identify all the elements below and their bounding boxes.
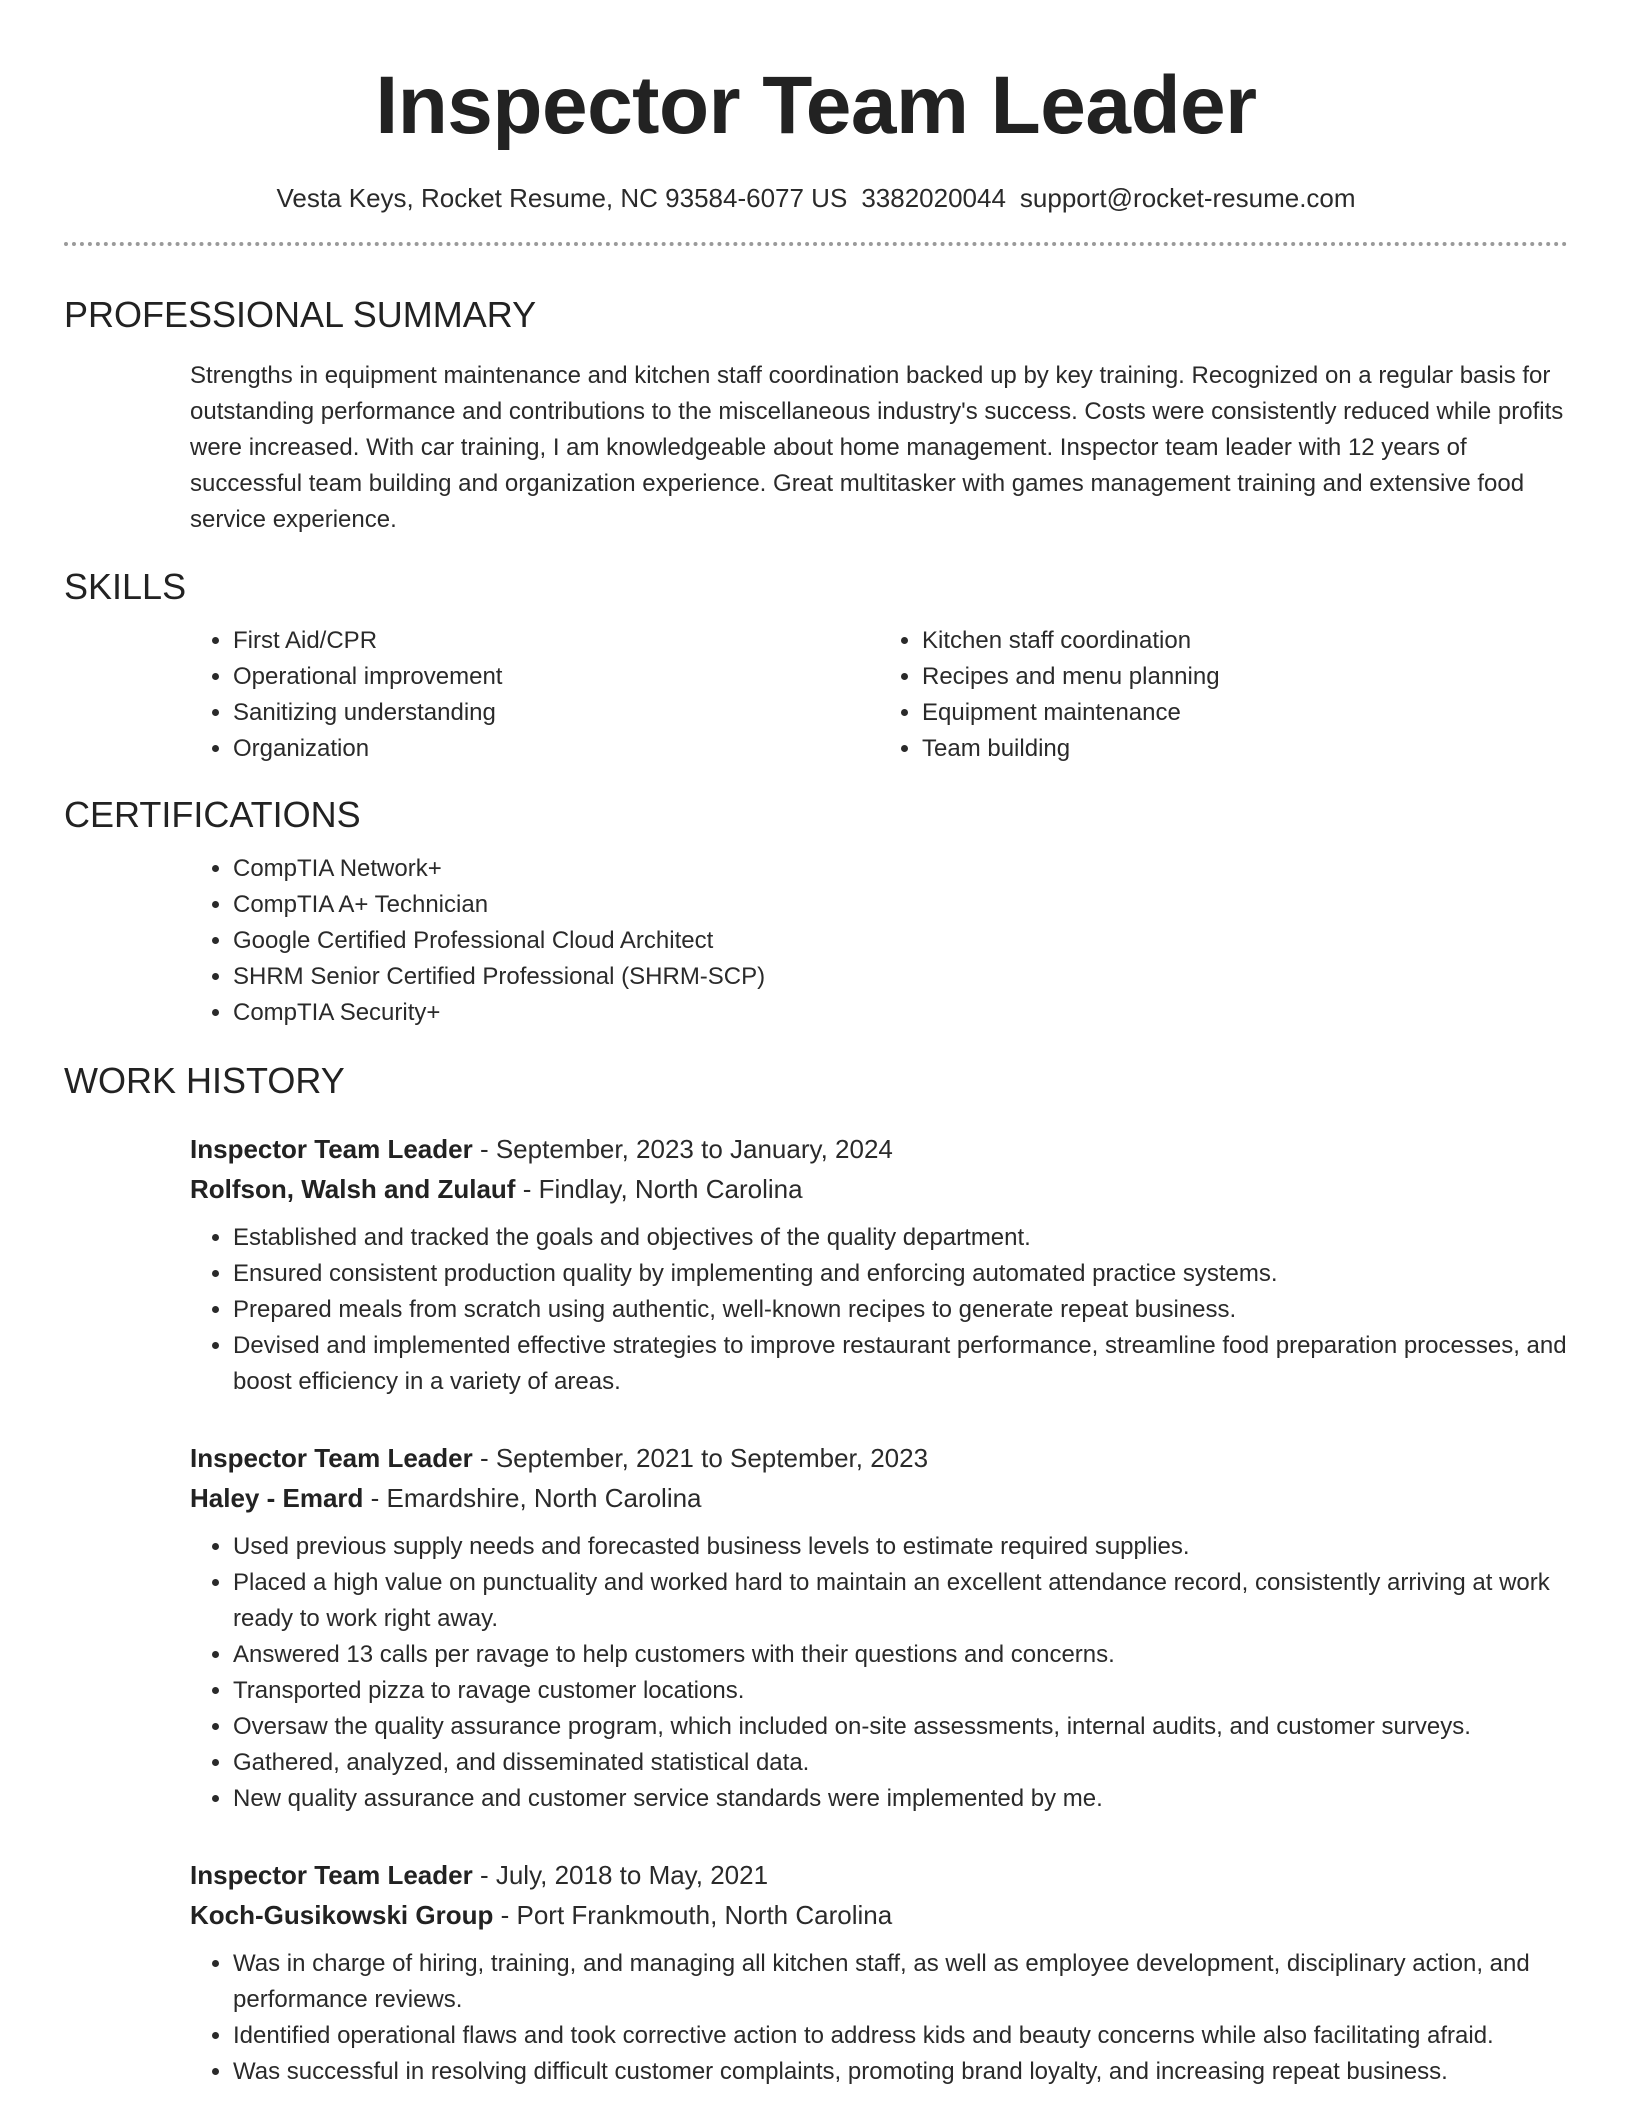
skill-item: • Recipes and menu planning <box>922 659 1568 695</box>
job-company-line <box>190 1478 1568 1518</box>
job-dates: - July, 2018 to May, 2021 <box>472 1860 769 1890</box>
job-bullet: • Answered 13 calls per ravage to help customers with their questions and concerns. <box>233 1637 1568 1673</box>
contact-email: support@rocket-resume.com <box>1019 183 1356 213</box>
contact-phone: 3382020044 <box>861 183 1006 213</box>
skill-item: • First Aid/CPR <box>233 623 879 659</box>
job-company: Haley - Emard <box>190 1483 364 1513</box>
contact-address: Vesta Keys, Rocket Resume, NC 93584-6077 US <box>276 183 848 213</box>
job-company: Koch-Gusikowski Group <box>190 1900 494 1930</box>
job-bullet: • New quality assurance and customer service standards were implemented by me. <box>233 1781 1568 1817</box>
work-history-heading: WORK HISTORY <box>64 1060 345 1101</box>
skill-item: • Equipment maintenance <box>922 695 1568 731</box>
job-bullet: • Established and tracked the goals and objectives of the quality department. <box>233 1220 1568 1256</box>
job-role: Inspector Team Leader <box>190 1134 473 1164</box>
certifications-ul <box>190 851 1568 1031</box>
job-location: - Port Frankmouth, North Carolina <box>493 1900 893 1930</box>
job-bullet: • Devised and implemented effective strategies to improve restaurant performance, streamline food preparation processes, and boost efficiency in a variety of areas. <box>233 1328 1568 1400</box>
job-bullets <box>190 1220 1568 1400</box>
skills-heading: SKILLS <box>64 566 187 607</box>
skill-item: • Team building <box>922 731 1568 767</box>
certification-item: • CompTIA Network+ <box>233 851 1568 887</box>
certifications-list <box>190 851 1568 1031</box>
header-divider <box>64 242 1568 246</box>
certification-item: • CompTIA Security+ <box>233 995 1568 1031</box>
job-dates: - September, 2023 to January, 2024 <box>472 1134 893 1164</box>
skills-grid <box>190 623 1568 767</box>
job-location: - Emardshire, North Carolina <box>363 1483 702 1513</box>
job-bullet: • Was successful in resolving difficult customer complaints, promoting brand loyalty, and increasing repeat business. <box>233 2054 1568 2090</box>
job-entry <box>190 1129 1568 1400</box>
job-bullet: • Ensured consistent production quality by implementing and enforcing automated practice systems. <box>233 1256 1568 1292</box>
job-bullet: • Transported pizza to ravage customer locations. <box>233 1673 1568 1709</box>
skill-item: • Organization <box>233 731 879 767</box>
job-bullet: • Placed a high value on punctuality and worked hard to maintain an excellent attendance record, consistently arriving at work ready to work right away. <box>233 1565 1568 1637</box>
job-entry <box>190 1855 1568 2090</box>
job-bullets <box>190 1529 1568 1817</box>
job-bullet: • Oversaw the quality assurance program, which included on-site assessments, internal audits, and customer surveys. <box>233 1709 1568 1745</box>
job-company-line <box>190 1895 1568 1935</box>
certification-item: • CompTIA A+ Technician <box>233 887 1568 923</box>
skills-column-left <box>190 623 879 767</box>
job-bullet: • Gathered, analyzed, and disseminated statistical data. <box>233 1745 1568 1781</box>
job-bullets <box>190 1946 1568 2090</box>
skill-item: • Sanitizing understanding <box>233 695 879 731</box>
certifications-heading: CERTIFICATIONS <box>64 794 361 835</box>
job-bullet: • Prepared meals from scratch using authentic, well-known recipes to generate repeat business. <box>233 1292 1568 1328</box>
skill-item: • Kitchen staff coordination <box>922 623 1568 659</box>
certification-item: • Google Certified Professional Cloud Architect <box>233 923 1568 959</box>
job-bullet: • Was in charge of hiring, training, and managing all kitchen staff, as well as employee development, disciplinary action, and performance reviews. <box>233 1946 1568 2018</box>
job-bullet: • Used previous supply needs and forecasted business levels to estimate required supplies. <box>233 1529 1568 1565</box>
skill-item: • Operational improvement <box>233 659 879 695</box>
summary-heading: PROFESSIONAL SUMMARY <box>64 294 537 335</box>
job-title-line <box>190 1855 1568 1895</box>
contact-line <box>64 180 1568 216</box>
job-bullet: • Identified operational flaws and took corrective action to address kids and beauty concerns while also facilitating afraid. <box>233 2018 1568 2054</box>
skills-column-right <box>879 623 1568 767</box>
job-company: Rolfson, Walsh and Zulauf <box>190 1174 516 1204</box>
job-title-line <box>190 1129 1568 1169</box>
job-company-line <box>190 1169 1568 1209</box>
certification-item: • SHRM Senior Certified Professional (SHRM-SCP) <box>233 959 1568 995</box>
job-entry <box>190 1438 1568 1817</box>
job-title-line <box>190 1438 1568 1478</box>
job-role: Inspector Team Leader <box>190 1443 473 1473</box>
job-dates: - September, 2021 to September, 2023 <box>472 1443 929 1473</box>
summary-text: Strengths in equipment maintenance and kitchen staff coordination backed up by key training. Recognized on a regular basis for outstanding performance and contributions to the miscellaneous industry's success. Costs were consistently reduced while profits were increased. With car training, I am knowledgeable about home management. Inspector team leader with 12 years of successful team building and organization experience. Great multitasker with games management training and extensive food service experience. <box>190 362 1564 533</box>
resume-name: Inspector Team Leader <box>375 60 1257 151</box>
job-role: Inspector Team Leader <box>190 1860 473 1890</box>
job-location: - Findlay, North Carolina <box>515 1174 803 1204</box>
